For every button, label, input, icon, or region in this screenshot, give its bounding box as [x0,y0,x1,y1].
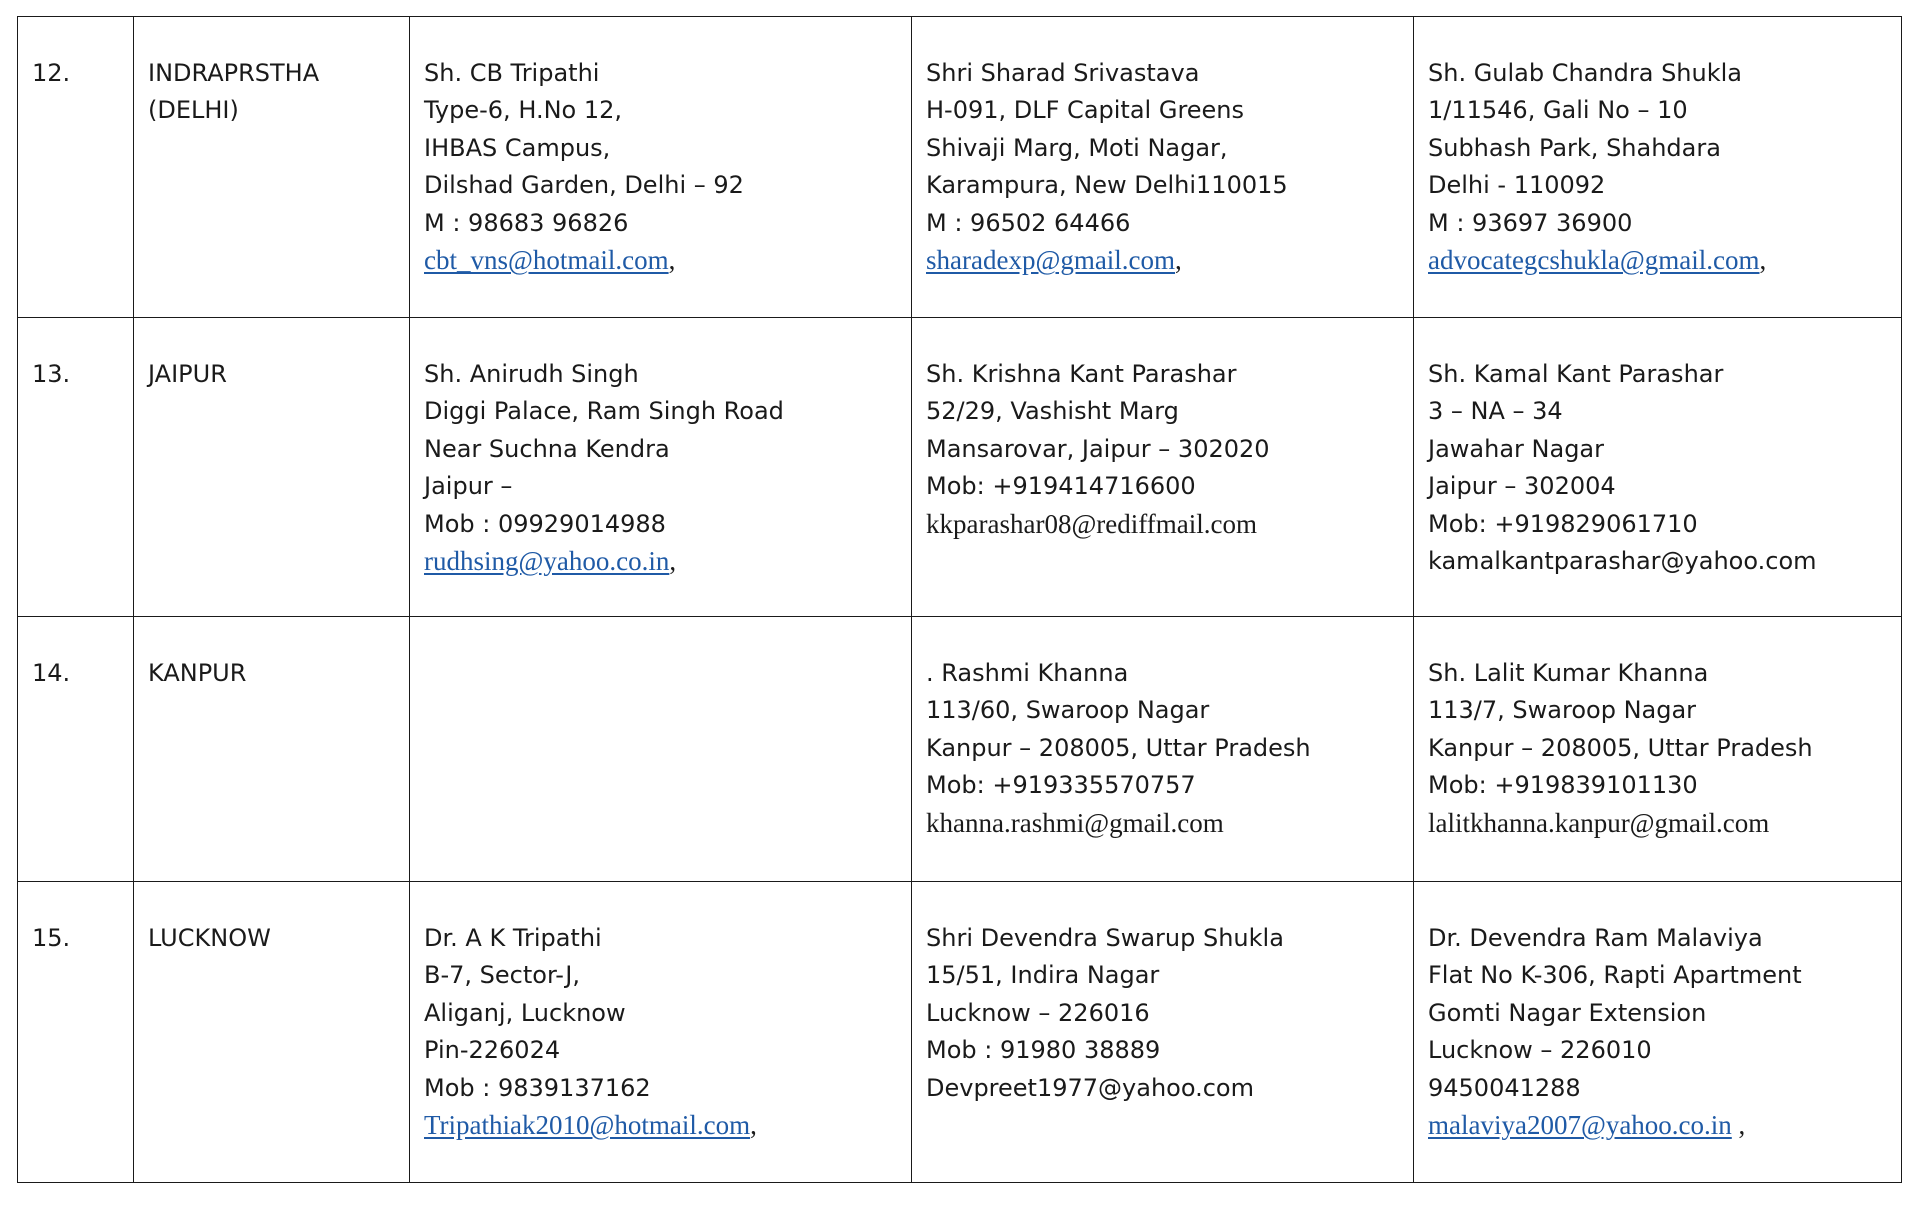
address-line: 15/51, Indira Nagar [926,961,1160,990]
phone-number: Mob : 09929014988 [424,509,666,538]
address-line: Near Suchna Kendra [424,434,670,463]
address-line: Kanpur – 208005, Uttar Pradesh [1428,733,1813,762]
contact-name: Sh. Lalit Kumar Khanna [1428,659,1709,687]
address-line: Diggi Palace, Ram Singh Road [424,397,784,426]
address-line: Lucknow – 226016 [926,998,1150,1027]
contacts-table [17,16,1902,1183]
table-row [18,17,1902,318]
email-suffix: , [1759,245,1767,276]
city-name: INDRAPRSTHA [148,59,320,87]
email-text: kkparashar08@rediffmail.com [926,508,1258,539]
email-text: kamalkantparashar@yahoo.com [1428,547,1817,576]
contact-cell-2 [912,617,1414,882]
contact-name: Sh. Gulab Chandra Shukla [1428,59,1743,87]
phone-number: Mob: +919829061710 [1428,509,1698,538]
contact-name: Shri Devendra Swarup Shukla [926,924,1284,952]
address-line: 3 – NA – 34 [1428,397,1563,426]
city-cell [134,617,410,882]
contact-cell-1 [410,882,912,1183]
address-line: Dilshad Garden, Delhi – 92 [424,171,744,200]
contact-name: Sh. CB Tripathi [424,59,600,87]
address-line: Mansarovar, Jaipur – 302020 [926,434,1270,463]
address-line: Karampura, New Delhi110015 [926,171,1288,200]
row-number-cell [18,882,134,1183]
city-name: KANPUR [148,659,247,687]
contact-name: . Rashmi Khanna [926,659,1129,687]
contact-name: Sh. Krishna Kant Parashar [926,360,1237,388]
email-link[interactable]: advocategcshukla@gmail.com [1428,245,1760,276]
email-link[interactable]: Tripathiak2010@hotmail.com [424,1110,751,1141]
address-line: Subhash Park, Shahdara [1428,133,1721,162]
address-line: Delhi - 110092 [1428,171,1606,200]
address-line: Jaipur – 302004 [1428,472,1616,501]
table-row [18,617,1902,882]
phone-number: Mob : 9839137162 [424,1073,651,1102]
contact-name: Sh. Anirudh Singh [424,360,639,388]
email-text: khanna.rashmi@gmail.com [926,807,1224,838]
contact-cell-1-empty [410,617,912,882]
city-name: JAIPUR [148,360,227,388]
contact-cell-2 [912,17,1414,318]
contact-name: Dr. Devendra Ram Malaviya [1428,924,1763,952]
email-suffix: , [668,245,676,276]
row-number-cell [18,17,134,318]
row-number: 15. [32,924,71,952]
address-line: 1/11546, Gali No – 10 [1428,96,1688,125]
address-line: IHBAS Campus, [424,133,611,162]
phone-number: Mob: +919414716600 [926,472,1196,501]
city-cell [134,17,410,318]
contact-name: Shri Sharad Srivastava [926,59,1200,87]
email-suffix: , [669,546,677,577]
table-row [18,318,1902,617]
row-number: 12. [32,59,71,87]
address-line: H-091, DLF Capital Greens [926,96,1245,125]
contact-cell-2 [912,882,1414,1183]
address-line: Jawahar Nagar [1428,434,1605,463]
contact-cell-1 [410,318,912,617]
email-link[interactable]: cbt_vns@hotmail.com [424,245,669,276]
contact-cell-3 [1414,617,1902,882]
contact-cell-1 [410,17,912,318]
email-link[interactable]: sharadexp@gmail.com [926,245,1176,276]
address-line: Aliganj, Lucknow [424,998,626,1027]
email-text: Devpreet1977@yahoo.com [926,1073,1254,1102]
address-line: Type-6, H.No 12, [424,96,622,125]
address-line: 113/60, Swaroop Nagar [926,696,1210,725]
email-link[interactable]: malaviya2007@yahoo.co.in [1428,1110,1732,1141]
phone-number: M : 96502 64466 [926,208,1131,237]
phone-number: M : 93697 36900 [1428,208,1633,237]
contact-cell-2 [912,318,1414,617]
address-line: 52/29, Vashisht Marg [926,397,1179,426]
row-number: 14. [32,659,71,687]
address-line: Pin-226024 [424,1036,561,1065]
city-name: LUCKNOW [148,924,271,952]
row-number-cell [18,318,134,617]
phone-number: Mob : 91980 38889 [926,1036,1161,1065]
email-link[interactable]: rudhsing@yahoo.co.in [424,546,670,577]
address-line: Jaipur – [424,472,513,501]
table-row [18,882,1902,1183]
email-suffix: , [1731,1110,1746,1141]
email-text: lalitkhanna.kanpur@gmail.com [1428,807,1770,838]
city-cell [134,318,410,617]
contact-cell-3 [1414,318,1902,617]
row-number-cell [18,617,134,882]
address-line: B-7, Sector-J, [424,961,580,990]
phone-number: M : 98683 96826 [424,208,629,237]
address-line: Lucknow – 226010 [1428,1036,1652,1065]
address-line: Flat No K-306, Rapti Apartment [1428,961,1802,990]
address-line: Gomti Nagar Extension [1428,998,1707,1027]
address-line: Kanpur – 208005, Uttar Pradesh [926,733,1311,762]
row-number: 13. [32,360,71,388]
phone-number: Mob: +919335570757 [926,771,1196,800]
city-cell [134,882,410,1183]
contact-cell-3 [1414,882,1902,1183]
contact-name: Sh. Kamal Kant Parashar [1428,360,1724,388]
address-line: 113/7, Swaroop Nagar [1428,696,1697,725]
email-suffix: , [1175,245,1182,276]
contact-name: Dr. A K Tripathi [424,924,602,952]
city-name-sub: (DELHI) [148,96,239,125]
phone-number: 9450041288 [1428,1073,1581,1102]
phone-number: Mob: +919839101130 [1428,771,1698,800]
address-line: Shivaji Marg, Moti Nagar, [926,133,1228,162]
email-suffix: , [750,1110,757,1141]
contact-cell-3 [1414,17,1902,318]
